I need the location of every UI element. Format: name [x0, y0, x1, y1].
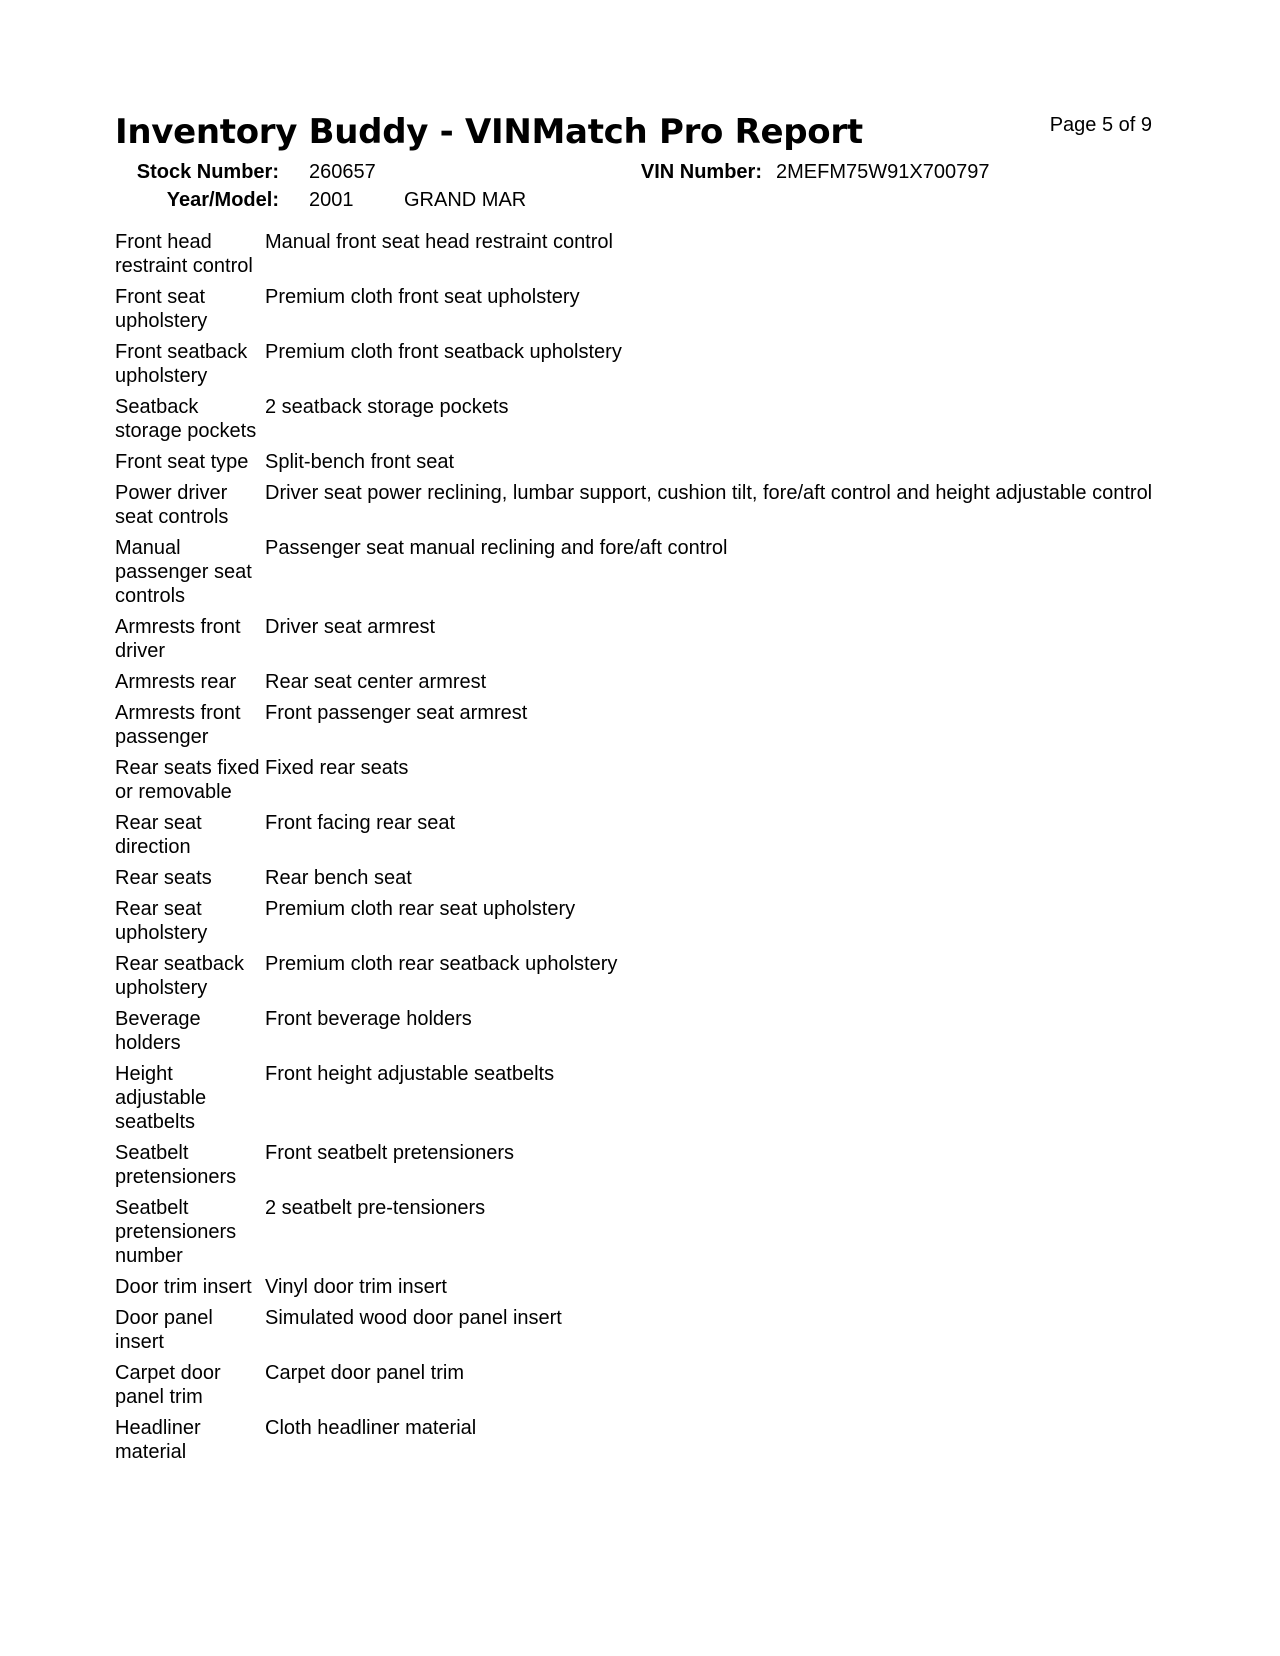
- spec-label: Armrests front passenger: [115, 702, 241, 748]
- spec-row: [115, 450, 1175, 481]
- spec-label: Manual passenger seat controls: [115, 537, 252, 607]
- vin-number-value: 2MEFM75W91X700797: [776, 161, 990, 183]
- spec-label: Carpet door panel trim: [115, 1362, 221, 1408]
- spec-label: Rear seatback upholstery: [115, 953, 244, 999]
- spec-value: Carpet door panel trim: [265, 1362, 464, 1384]
- model-value: GRAND MAR: [404, 189, 527, 211]
- page-number: Page 5 of 9: [1049, 114, 1152, 136]
- vin-number-label: VIN Number:: [640, 161, 762, 183]
- stock-number-value: 260657: [309, 161, 376, 183]
- spec-row: [115, 615, 1175, 670]
- spec-value: Premium cloth front seatback upholstery: [265, 341, 622, 363]
- spec-label: Rear seat upholstery: [115, 898, 208, 944]
- spec-label: Height adjustable seatbelts: [115, 1063, 207, 1133]
- spec-row: [115, 230, 1175, 285]
- spec-value: Premium cloth rear seatback upholstery: [265, 953, 618, 975]
- spec-table: [115, 230, 1175, 1471]
- spec-value: Front facing rear seat: [265, 812, 456, 834]
- spec-value: Fixed rear seats: [265, 757, 409, 779]
- spec-row: [115, 756, 1175, 811]
- spec-value: Rear seat center armrest: [265, 671, 487, 693]
- spec-row: [115, 481, 1175, 536]
- spec-row: [115, 1275, 1175, 1306]
- spec-row: [115, 536, 1175, 615]
- spec-row: [115, 285, 1175, 340]
- spec-value: Front beverage holders: [265, 1008, 472, 1030]
- spec-value: Simulated wood door panel insert: [265, 1307, 562, 1329]
- spec-value: Premium cloth front seat upholstery: [265, 286, 580, 308]
- spec-label: Front head restraint control: [115, 231, 253, 277]
- stock-number-label: Stock Number:: [136, 161, 279, 183]
- spec-label: Front seat upholstery: [115, 286, 208, 332]
- spec-label: Armrests rear: [115, 671, 237, 693]
- spec-row: [115, 340, 1175, 395]
- report-title: Inventory Buddy - VINMatch Pro Report: [115, 112, 863, 152]
- spec-label: Front seatback upholstery: [115, 341, 248, 387]
- spec-label: Door panel insert: [115, 1307, 213, 1353]
- spec-value: Front seatbelt pretensioners: [265, 1142, 515, 1164]
- spec-row: [115, 897, 1175, 952]
- spec-row: [115, 952, 1175, 1007]
- spec-label: Seatbelt pretensioners number: [115, 1197, 237, 1267]
- spec-label: Seatbelt pretensioners: [115, 1142, 237, 1188]
- spec-value: 2 seatback storage pockets: [265, 396, 509, 418]
- spec-value: 2 seatbelt pre-tensioners: [265, 1197, 486, 1219]
- spec-value: Driver seat power reclining, lumbar support, cushion tilt, fore/aft control and height adjustable control: [265, 482, 1153, 504]
- year-model-label: Year/Model:: [166, 189, 279, 211]
- spec-row: [115, 1361, 1175, 1416]
- spec-label: Power driver seat controls: [115, 482, 229, 528]
- spec-row: [115, 1306, 1175, 1361]
- spec-row: [115, 1141, 1175, 1196]
- spec-row: [115, 395, 1175, 450]
- spec-value: Premium cloth rear seat upholstery: [265, 898, 576, 920]
- spec-label: Beverage holders: [115, 1008, 201, 1054]
- spec-value: Front passenger seat armrest: [265, 702, 528, 724]
- spec-value: Passenger seat manual reclining and fore/aft control: [265, 537, 728, 559]
- spec-value: Front height adjustable seatbelts: [265, 1063, 555, 1085]
- spec-row: [115, 1062, 1175, 1141]
- spec-label: Seatback storage pockets: [115, 396, 257, 442]
- spec-value: Cloth headliner material: [265, 1417, 477, 1439]
- spec-row: [115, 1196, 1175, 1275]
- spec-label: Armrests front driver: [115, 616, 241, 662]
- spec-value: Split-bench front seat: [265, 451, 454, 473]
- spec-label: Rear seats: [115, 867, 212, 889]
- spec-row: [115, 811, 1175, 866]
- spec-value: Rear bench seat: [265, 867, 412, 889]
- spec-row: [115, 701, 1175, 756]
- spec-label: Rear seats fixed or removable: [115, 757, 260, 803]
- spec-value: Driver seat armrest: [265, 616, 436, 638]
- spec-label: Door trim insert: [115, 1276, 252, 1298]
- spec-row: [115, 866, 1175, 897]
- spec-row: [115, 1416, 1175, 1471]
- spec-label: Front seat type: [115, 451, 249, 473]
- spec-value: Manual front seat head restraint control: [265, 231, 613, 253]
- year-value: 2001: [309, 189, 354, 211]
- spec-row: [115, 670, 1175, 701]
- spec-row: [115, 1007, 1175, 1062]
- spec-label: Headliner material: [115, 1417, 201, 1463]
- spec-label: Rear seat direction: [115, 812, 202, 858]
- spec-value: Vinyl door trim insert: [265, 1276, 447, 1298]
